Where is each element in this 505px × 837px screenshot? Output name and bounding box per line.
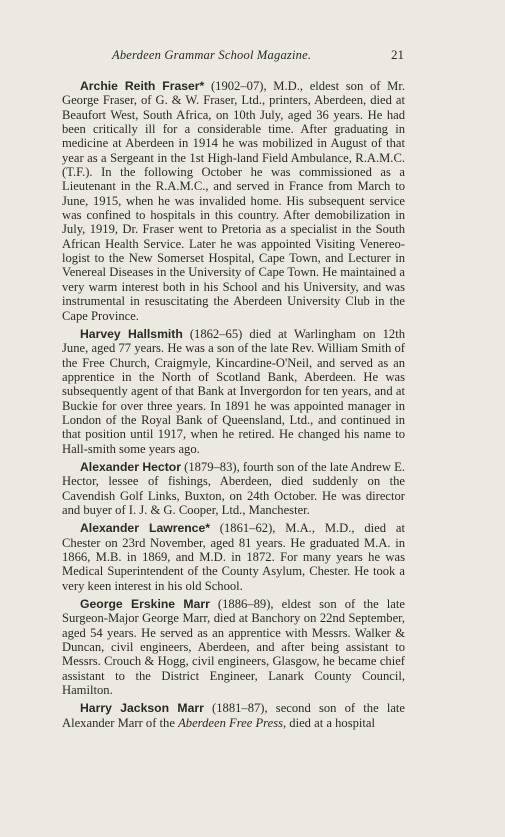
entry-text: (1861–62), M.A., M.D., died at Chester on 23rd November, aged 81 years. He graduated M.A. in 1866, M.B. in 1869, and M.D. in 1872. For many years he was Medical Superintendent of the County Asylum, Chester. He took a very keen interest in his old School. bbox=[62, 521, 405, 593]
entry-name: George Erskine Marr bbox=[80, 597, 210, 612]
entry-text-continued: , died at a hospital bbox=[283, 715, 375, 730]
obituary-entry bbox=[62, 597, 405, 697]
entry-name: Harry Jackson Marr bbox=[80, 701, 204, 716]
obituary-entry bbox=[62, 327, 405, 456]
obituary-entry bbox=[62, 79, 405, 323]
obituary-entry bbox=[62, 460, 405, 517]
entry-text: (1862–65) died at Warlingham on 12th June, aged 77 years. He was a son of the late Rev. William Smith of the Free Church, Craigmyle, Kincardine-O'Neil, and served as an apprentice in the North of Scotland Bank, Aberdeen. He was subsequently agent of that Bank at Invergordon for ten years, and at Buckie for over three years. In 1891 he was appointed manager in London of the Royal Bank of Queensland, Ltd., and continued in that position until 1917, when he retired. He changed his name to Hall-smith some years ago. bbox=[62, 326, 405, 456]
obituary-entry bbox=[62, 701, 405, 730]
page-header bbox=[62, 44, 404, 66]
entry-text: (1881–87), second son of the late Alexander Marr of the bbox=[62, 701, 406, 730]
newspaper-title: Aberdeen Free Press bbox=[178, 715, 283, 730]
entry-text: (1879–83), fourth son of the late Andrew E. Hector, lessee of fishings, Aberdeen, died suddenly on the Cavendish Golf Links, Buxton, on 24th October. He was director and buyer of I. J. & G. Cooper, Ltd., Manchester. bbox=[62, 459, 406, 517]
entry-text: (1886–89), eldest son of the late Surgeon-Major George Marr, died at Banchory on 22nd September, aged 54 years. He served as an apprentice with Messrs. Walker & Duncan, civil engineers, Aberdeen, and after being assistant to Messrs. Crouch & Hogg, civil engineers, Glasgow, he became chief assistant to the District Engineer, Lanark County Council, Hamilton. bbox=[62, 597, 405, 698]
page-number: 21 bbox=[391, 47, 404, 62]
entry-name: Archie Reith Fraser* bbox=[80, 79, 205, 93]
entry-name: Alexander Hector bbox=[80, 459, 181, 474]
obituary-entry bbox=[62, 521, 405, 593]
entry-text: (1902–07), M.D., eldest son of Mr. George Fraser, of G. & W. Fraser, Ltd., printers, Aberdeen, died at Beaufort West, South Africa, on 10th July, aged 36 years. He had been critically ill for a considerable time. After graduating in medicine at Aberdeen in 1914 he was mobilized in August of that year as a Sergeant in the 1st High-land Field Ambulance, R.A.M.C. (T.F.). In the following October he was commissioned as a Lieutenant in the R.A.M.C., and served in France from March to June, 1915, when he was invalided home. His subsequent service was confined to hospitals in this country. After demobilization in July, 1919, Dr. Fraser went to Pretoria as a specialist in the South African Health Service. Later he was appointed Visiting Venereo-logist to the New Somerset Hospital, Cape Town, and Lecturer in Venereal Diseases in the University of Cape Town. He maintained a very warm interest both in his School and his University, and was instrumental in resuscitating the Aberdeen University Club in the Cape Province. bbox=[62, 79, 405, 323]
entry-name: Alexander Lawrence* bbox=[80, 521, 210, 536]
entry-name: Harvey Hallsmith bbox=[80, 326, 183, 341]
running-title: Aberdeen Grammar School Magazine. bbox=[112, 48, 312, 62]
